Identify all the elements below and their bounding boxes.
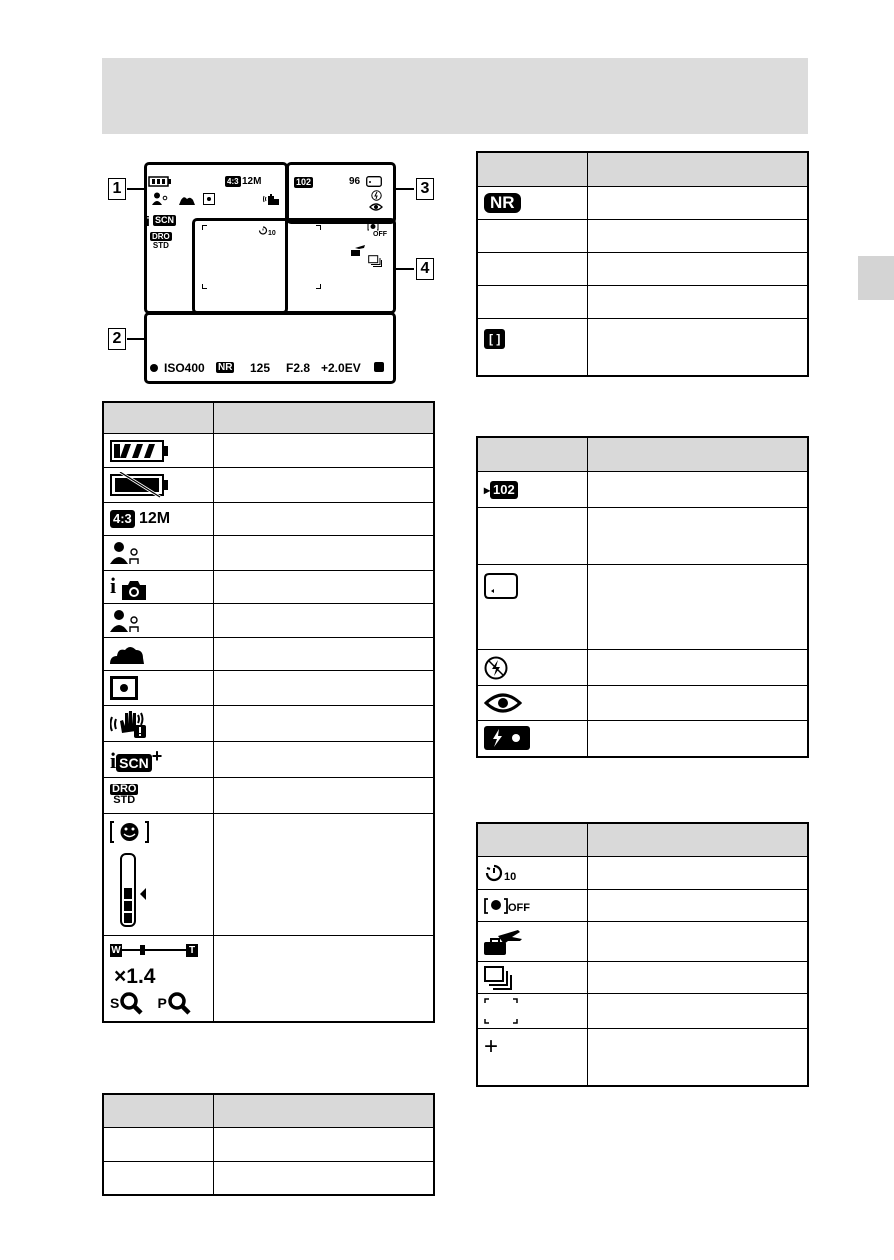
precision-zoom-icon xyxy=(167,991,191,1015)
af-frame-icon xyxy=(484,998,587,1024)
left-icon-table xyxy=(102,401,435,1023)
smart-zoom-icon xyxy=(119,991,143,1015)
icon-cell xyxy=(103,706,213,742)
table-row xyxy=(477,1029,808,1086)
battery-empty-icon xyxy=(110,472,213,498)
header-cell-meaning xyxy=(587,823,808,857)
icon-cell xyxy=(477,922,587,962)
description-cell xyxy=(213,671,434,706)
table-row xyxy=(103,778,434,814)
icon-cell xyxy=(103,778,213,814)
right-table-1 xyxy=(476,151,809,377)
icon-cell xyxy=(103,671,213,706)
icon-cell xyxy=(477,650,587,686)
nr-badge: NR xyxy=(218,362,233,373)
flash-off-icon xyxy=(484,656,587,680)
icon-cell xyxy=(103,1162,213,1195)
table-header-row xyxy=(103,1094,434,1128)
face-off-label: OFF xyxy=(373,231,387,238)
table-row xyxy=(103,638,434,671)
folder-number: 102 xyxy=(296,177,312,187)
description-cell xyxy=(213,434,434,468)
table-row xyxy=(477,994,808,1029)
callout-1: 1 xyxy=(108,178,126,200)
table-row xyxy=(103,1162,434,1195)
nr-icon: NR xyxy=(484,193,521,213)
icon-cell xyxy=(103,1128,213,1162)
header-cell-meaning xyxy=(587,152,808,187)
scene-recognition-icon: SCN xyxy=(116,754,152,772)
screen-diagram xyxy=(100,158,440,388)
table-row xyxy=(477,686,808,721)
description-cell xyxy=(587,472,808,508)
description-cell xyxy=(213,706,434,742)
af-corner-tr xyxy=(316,225,321,230)
flash-charging-icon xyxy=(484,726,587,750)
left-bottom-table xyxy=(102,1093,435,1196)
af-corner-br xyxy=(316,284,321,289)
side-index-tab xyxy=(858,256,894,300)
table-row xyxy=(477,890,808,922)
header-cell-meaning xyxy=(587,437,808,472)
description-cell xyxy=(587,319,808,376)
table-row xyxy=(477,650,808,686)
description-cell xyxy=(587,686,808,721)
table-header-row xyxy=(103,402,434,434)
landscape-icon xyxy=(110,644,213,664)
intelligent-scene-icon: SCN xyxy=(155,215,175,225)
table-row xyxy=(477,508,808,565)
red-eye-icon xyxy=(369,202,383,212)
shot-count: 96 xyxy=(349,176,361,187)
scene-recognition-plus: + xyxy=(151,745,163,766)
icon-cell xyxy=(103,468,213,503)
table-row xyxy=(103,1128,434,1162)
image-size-text: 12M xyxy=(138,510,171,527)
table-row xyxy=(103,706,434,742)
table-row xyxy=(477,857,808,890)
icon-cell xyxy=(477,472,587,508)
table-row xyxy=(103,604,434,638)
icon-cell xyxy=(103,503,213,536)
header-cell-icon xyxy=(103,402,213,434)
description-cell xyxy=(213,604,434,638)
description-cell xyxy=(213,814,434,936)
icon-cell xyxy=(103,638,213,671)
icon-cell xyxy=(103,604,213,638)
page-header-band xyxy=(102,58,808,134)
self-timer-sub: 10 xyxy=(268,230,276,237)
icon-cell xyxy=(477,565,587,650)
header-cell-icon xyxy=(477,152,587,187)
self-timer-icon xyxy=(258,225,268,235)
description-cell xyxy=(587,253,808,286)
intelligent-auto-i: i xyxy=(110,573,117,599)
icon-cell xyxy=(477,1029,587,1086)
zoom-wide-label: W xyxy=(111,945,121,956)
face-off-label: OFF xyxy=(508,902,530,915)
zoom-ratio: ×1.4 xyxy=(114,965,156,988)
icon-cell xyxy=(477,857,587,890)
dro-top: DRO xyxy=(152,232,170,241)
portrait-icon xyxy=(110,541,213,565)
portrait-icon xyxy=(152,192,168,206)
red-eye-icon xyxy=(484,692,587,714)
zoom-position-marker xyxy=(140,945,145,955)
description-cell xyxy=(587,565,808,650)
burst-icon xyxy=(484,966,587,990)
table-header-row xyxy=(477,152,808,187)
dro-bottom: STD xyxy=(152,241,169,250)
callout-line-3 xyxy=(396,188,414,190)
zoom-type-row xyxy=(110,991,213,1015)
description-cell xyxy=(587,890,808,922)
metering-spot-icon xyxy=(203,193,215,205)
table-row xyxy=(477,472,808,508)
af-range-icon: [ ] xyxy=(484,329,505,349)
shake-warning-icon xyxy=(110,709,213,739)
icon-cell xyxy=(103,536,213,571)
shutter-speed: 125 xyxy=(250,361,271,375)
table-row xyxy=(103,468,434,503)
icon-cell xyxy=(477,253,587,286)
exposure-value: +2.0EV xyxy=(321,361,361,375)
travel-icon xyxy=(484,928,587,956)
table-row xyxy=(477,565,808,650)
table-header-row xyxy=(477,437,808,472)
shake-warning-icon xyxy=(263,192,279,206)
icon-cell xyxy=(103,936,213,1022)
crosshair-icon: + xyxy=(484,1033,499,1060)
description-cell xyxy=(587,922,808,962)
table-row xyxy=(477,721,808,757)
folder-icon: 102 xyxy=(490,481,518,499)
face-detection-off-icon xyxy=(367,222,379,231)
description-cell xyxy=(587,286,808,319)
aperture: F2.8 xyxy=(286,361,311,375)
af-corner-bl xyxy=(202,284,207,289)
table-row xyxy=(103,936,434,1022)
description-cell xyxy=(213,571,434,604)
intelligent-auto-icon xyxy=(120,579,148,601)
face-detection-off-icon xyxy=(484,898,508,914)
scene-recognition-i: i xyxy=(110,747,117,773)
icon-cell xyxy=(477,220,587,253)
description-cell xyxy=(213,468,434,503)
af-range-icon xyxy=(374,362,384,372)
table-row xyxy=(477,962,808,994)
af-corner-tl xyxy=(202,225,207,230)
icon-cell xyxy=(477,286,587,319)
right-table-2 xyxy=(476,436,809,758)
description-cell xyxy=(213,503,434,536)
landscape-icon xyxy=(179,195,195,205)
description-cell xyxy=(587,994,808,1029)
memory-card-icon xyxy=(484,573,587,599)
icon-cell xyxy=(103,571,213,604)
table-row xyxy=(103,434,434,468)
description-cell xyxy=(587,508,808,565)
battery-icon xyxy=(148,176,172,187)
travel-icon xyxy=(351,244,367,256)
focus-indicator-icon xyxy=(150,364,158,372)
description-cell xyxy=(587,962,808,994)
description-cell xyxy=(587,1029,808,1086)
dro-icon xyxy=(110,784,138,806)
battery-full-icon xyxy=(110,440,213,462)
icon-cell xyxy=(477,187,587,220)
icon-cell xyxy=(103,742,213,778)
description-cell xyxy=(213,742,434,778)
iso-label: ISO400 xyxy=(164,361,205,375)
icon-cell xyxy=(477,890,587,922)
precision-zoom-label: P xyxy=(157,995,167,1011)
callout-2: 2 xyxy=(108,328,126,350)
icon-cell xyxy=(477,962,587,994)
table-row xyxy=(103,503,434,536)
description-cell xyxy=(587,187,808,220)
aspect-ratio-badge: 4:3 xyxy=(110,510,135,528)
table-row xyxy=(103,536,434,571)
callout-4: 4 xyxy=(416,258,434,280)
header-cell-icon xyxy=(103,1094,213,1128)
table-row xyxy=(477,253,808,286)
icon-cell xyxy=(477,686,587,721)
table-row xyxy=(103,814,434,936)
aspect-badge: 4:3 xyxy=(227,177,239,186)
header-cell-meaning xyxy=(213,1094,434,1128)
image-size-label: 12M xyxy=(242,176,262,187)
table-row xyxy=(103,742,434,778)
icon-cell xyxy=(477,994,587,1029)
folder-arrow-icon: ▸ xyxy=(484,482,491,497)
intelligent-scene-i: i xyxy=(146,213,150,229)
callout-line-1 xyxy=(127,188,145,190)
callout-line-2 xyxy=(127,338,145,340)
dro-top: DRO xyxy=(112,783,137,795)
header-cell-icon xyxy=(477,437,587,472)
icon-cell xyxy=(477,721,587,757)
description-cell xyxy=(587,857,808,890)
description-cell xyxy=(213,536,434,571)
description-cell xyxy=(213,936,434,1022)
description-cell xyxy=(587,220,808,253)
zoom-scale-bar xyxy=(110,944,200,959)
icon-cell xyxy=(477,319,587,376)
spot-metering-icon xyxy=(110,676,213,700)
table-row xyxy=(477,187,808,220)
zoom-tele-label: T xyxy=(186,944,198,957)
smart-zoom-label: S xyxy=(110,995,120,1011)
icon-cell xyxy=(103,434,213,468)
dro-bottom: STD xyxy=(113,794,136,806)
table-row xyxy=(477,922,808,962)
self-timer-sub: 10 xyxy=(504,871,517,883)
zone-4-frame xyxy=(192,218,396,314)
table-row xyxy=(477,220,808,253)
header-cell-icon xyxy=(477,823,587,857)
smile-detection-icon xyxy=(110,820,213,928)
right-table-3 xyxy=(476,822,809,1087)
dro-icon xyxy=(150,232,172,250)
table-row xyxy=(103,671,434,706)
callout-line-4 xyxy=(396,268,414,270)
header-cell-meaning xyxy=(213,402,434,434)
burst-icon xyxy=(368,255,382,267)
description-cell xyxy=(213,778,434,814)
icon-cell xyxy=(103,814,213,936)
self-timer-icon xyxy=(484,863,504,883)
table-row xyxy=(103,571,434,604)
flash-off-icon xyxy=(371,190,382,201)
callout-3: 3 xyxy=(416,178,434,200)
description-cell xyxy=(213,1162,434,1195)
description-cell xyxy=(587,721,808,757)
description-cell xyxy=(213,1128,434,1162)
table-row xyxy=(477,286,808,319)
memory-card-icon xyxy=(366,176,382,187)
table-header-row xyxy=(477,823,808,857)
icon-cell xyxy=(477,508,587,565)
zoom-track xyxy=(122,949,186,951)
portrait-icon xyxy=(110,609,213,633)
table-row xyxy=(477,319,808,376)
description-cell xyxy=(213,638,434,671)
description-cell xyxy=(587,650,808,686)
